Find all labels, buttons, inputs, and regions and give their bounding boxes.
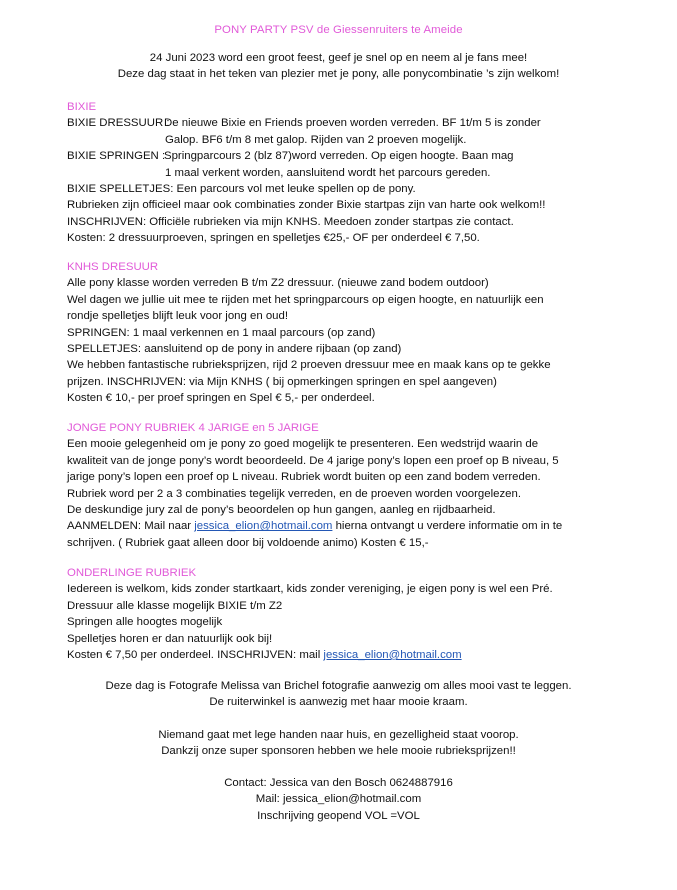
onderlinge-line: Iedereen is welkom, kids zonder startkaart, kids zonder vereniging, je eigen pony is wel een Pré. — [67, 583, 553, 596]
jonge-pony-line: Rubriek word per 2 a 3 combinaties tegelijk verreden, en de proeven worden voorgelezen. — [67, 487, 521, 500]
knhs-line: prijzen. INSCHRIJVEN: via Mijn KNHS ( bij opmerkingen springen en spel aangeven) — [67, 375, 497, 388]
bixie-dressuur-label: BIXIE DRESSUUR : — [67, 117, 170, 130]
bixie-springen-text: Springparcours 2 (blz 87)word verreden. Op eigen hoogte. Baan mag — [164, 150, 514, 163]
bixie-dressuur-row — [67, 115, 627, 131]
bixie-section — [67, 99, 627, 247]
jonge-pony-heading: JONGE PONY RUBRIEK 4 JARIGE en 5 JARIGE — [67, 422, 319, 434]
bixie-dressuur-text: De nieuwe Bixie en Friends proeven worden verreden. BF 1t/m 5 is zonder — [164, 117, 541, 130]
knhs-line: SPRINGEN: 1 maal verkennen en 1 maal parcours (op zand) — [67, 326, 376, 339]
intro-line: 24 Juni 2023 word een groot feest, geef je snel op en neem al je fans mee! — [149, 52, 528, 64]
footer-info — [0, 678, 677, 711]
knhs-section — [67, 259, 627, 407]
aanmelden-line — [67, 518, 627, 534]
knhs-line: SPELLETJES: aansluitend op de pony in andere rijbaan (op zand) — [67, 343, 402, 356]
jonge-pony-line: jarige pony’s lopen een proef op L niveau. Rubriek wordt buiten op een zand bodem verreden. — [67, 471, 541, 484]
page-title: PONY PARTY PSV de Giessenruiters te Ameide — [214, 24, 463, 36]
jonge-pony-line: schrijven. ( Rubriek gaat alleen door bij voldoende animo) Kosten € 15,- — [67, 536, 429, 549]
footer-line: Deze dag is Fotografe Melissa van Brichel fotografie aanwezig om alles mooi vast te leggen. — [105, 680, 572, 692]
aanmelden-label: AANMELDEN: Mail naar — [67, 520, 195, 533]
bixie-line: Rubrieken zijn officieel maar ook combinaties zonder Bixie startpas zijn van harte ook welkom!! — [67, 199, 546, 212]
bixie-springen-row — [67, 148, 627, 164]
bixie-line: Kosten: 2 dressuurproeven, springen en spelletjes €25,- OF per onderdeel € 7,50. — [67, 232, 480, 245]
knhs-heading: KNHS DRESUUR — [67, 261, 159, 273]
email-link[interactable]: jessica_elion@hotmail.com — [194, 520, 333, 533]
onderlinge-section — [67, 565, 627, 663]
onderlinge-heading: ONDERLINGE RUBRIEK — [67, 567, 197, 579]
bixie-heading: BIXIE — [67, 101, 97, 113]
jonge-pony-line: kwaliteit van de jonge pony’s wordt beoordeeld. De 4 jarige pony’s lopen een proef op B niveau, 5 — [67, 454, 559, 467]
contact-mail: Mail: jessica_elion@hotmail.com — [255, 793, 422, 806]
email-link[interactable]: jessica_elion@hotmail.com — [323, 649, 462, 662]
contact-status: Inschrijving geopend VOL =VOL — [257, 809, 420, 822]
footer-line: De ruiterwinkel is aanwezig met haar mooie kraam. — [209, 696, 468, 709]
aanmelden-text: hierna ontvangt u verdere informatie om in te — [332, 520, 563, 533]
jonge-pony-section — [67, 420, 627, 551]
footer-sponsors — [0, 727, 677, 760]
intro-line: Deze dag staat in het teken van plezier met je pony, alle ponycombinatie ’s zijn welkom! — [117, 68, 560, 81]
bixie-line: INSCHRIJVEN: Officiële rubrieken via mijn KNHS. Meedoen zonder startpas zie contact. — [67, 215, 514, 228]
bixie-springen-label: BIXIE SPRINGEN : — [67, 150, 166, 163]
bixie-line: BIXIE SPELLETJES: Een parcours vol met leuke spellen op de pony. — [67, 183, 416, 196]
onderlinge-line: Springen alle hoogtes mogelijk — [67, 616, 223, 629]
jonge-pony-line: Een mooie gelegenheid om je pony zo goed mogelijk te presenteren. Een wedstrijd waarin de — [67, 438, 539, 451]
onderlinge-kosten-text: Kosten € 7,50 per onderdeel. INSCHRIJVEN: mail — [67, 649, 324, 662]
onderlinge-kosten-line — [67, 647, 627, 663]
contact-line: Contact: Jessica van den Bosch 0624887916 — [224, 777, 453, 789]
onderlinge-line: Dressuur alle klasse mogelijk BIXIE t/m Z2 — [67, 599, 283, 612]
jonge-pony-line: De deskundige jury zal de pony’s beoordelen op hun gangen, aanleg en rijdbaarheid. — [67, 504, 496, 517]
knhs-line: We hebben fantastische rubrieksprijzen, rijd 2 proeven dressuur mee en maak kans op te gekke — [67, 359, 551, 372]
bixie-springen-text-cont: 1 maal verkent worden, aansluitend wordt het parcours gereden. — [165, 166, 491, 179]
footer-line: Niemand gaat met lege handen naar huis, en gezelligheid staat voorop. — [158, 729, 519, 741]
footer-line: Dankzij onze super sponsoren hebben we hele mooie rubrieksprijzen!! — [161, 745, 516, 758]
knhs-line: Wel dagen we jullie uit mee te rijden met het springparcours op eigen hoogte, en natuurlijk een — [67, 293, 544, 306]
knhs-line: Alle pony klasse worden verreden B t/m Z2 dressuur. (nieuwe zand bodem outdoor) — [67, 277, 489, 290]
bixie-dressuur-text-cont: Galop. BF6 t/m 8 met galop. Rijden van 2 proeven mogelijk. — [165, 133, 467, 146]
knhs-line: rondje spelletjes blijft leuk voor jong en oud! — [67, 310, 288, 323]
contact-block — [0, 775, 677, 824]
knhs-line: Kosten € 10,- per proef springen en Spel € 5,- per onderdeel. — [67, 392, 375, 405]
onderlinge-line: Spelletjes horen er dan natuurlijk ook bij! — [67, 632, 273, 645]
intro — [0, 50, 677, 83]
